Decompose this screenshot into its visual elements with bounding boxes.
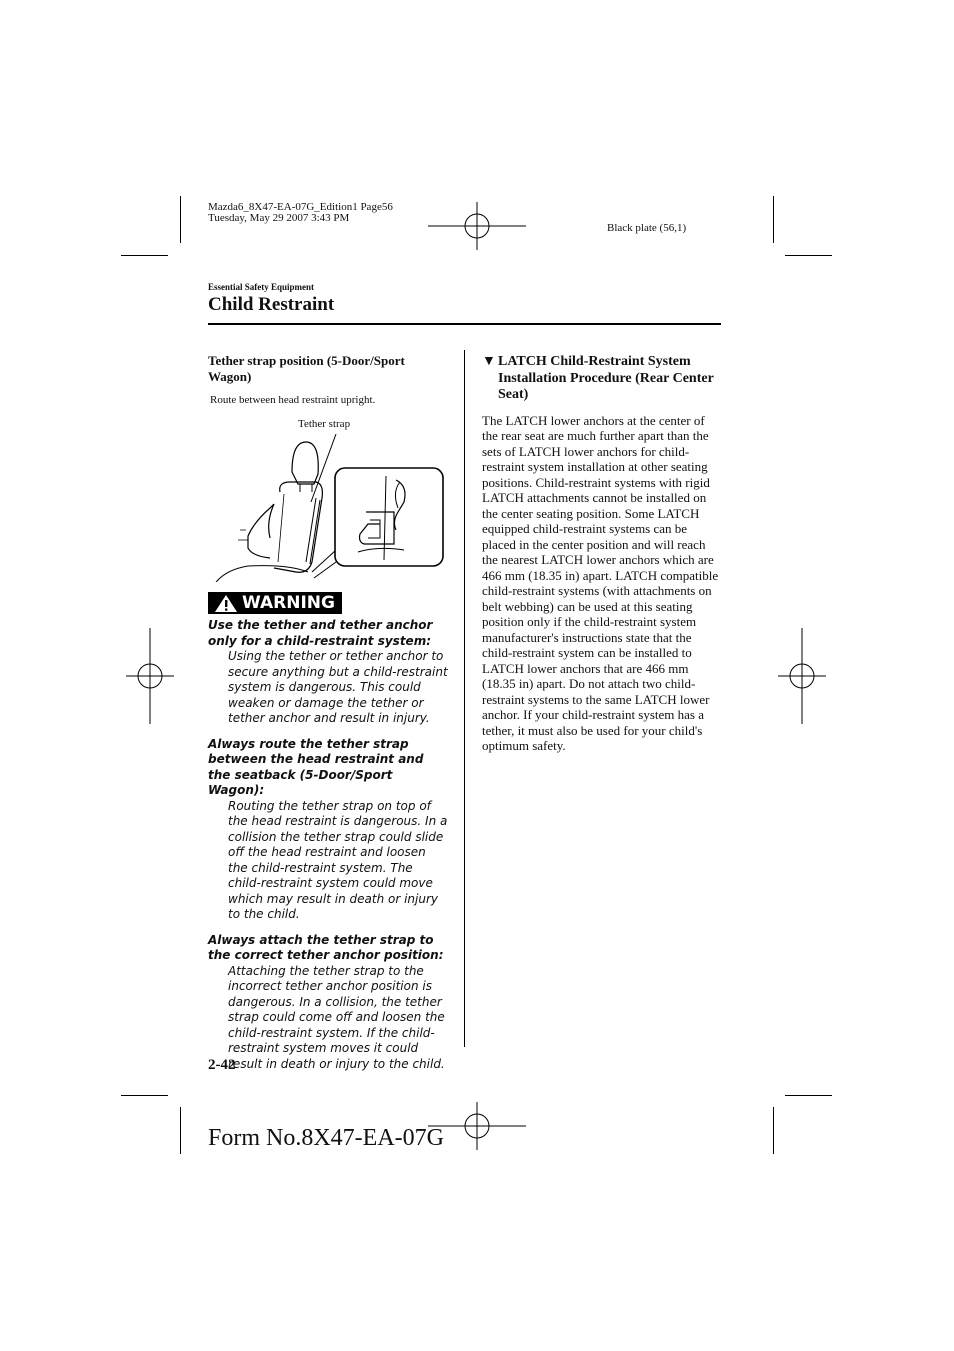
subheading: Tether strap position (5-Door/Sport Wagon) bbox=[208, 353, 405, 384]
crop-mark bbox=[773, 1107, 774, 1154]
warning-heading: Always attach the tether strap to the correct tether anchor position: bbox=[208, 932, 444, 962]
print-meta-line2: Tuesday, May 29 2007 3:43 PM bbox=[208, 212, 350, 224]
page-title: Child Restraint bbox=[208, 294, 335, 315]
crop-mark bbox=[180, 1107, 181, 1154]
warning-heading: Always route the tether strap between the head restraint and the seatback (5-Door/Sport Wagon): bbox=[208, 736, 424, 797]
warning-heading: Use the tether and tether anchor only for a child-restraint system: bbox=[208, 618, 433, 648]
warning-detail: Routing the tether strap on top of the head restraint is dangerous. In a collision the tether strap could slide off the head restraint and loosen the child-restraint system. The child-restraint system could move which may result in death or injury to the child. bbox=[228, 798, 448, 921]
column-divider bbox=[464, 350, 465, 1047]
right-heading-block bbox=[482, 354, 722, 404]
figure-caption: Route between head restraint upright. bbox=[210, 394, 376, 406]
crop-mark bbox=[121, 255, 168, 256]
warning-detail: Attaching the tether strap to the incorrect tether anchor position is dangerous. In a collision, the tether strap could come off and loosen the child-restraint system. If the child-restraint system moves it could result in death or injury to the child. bbox=[228, 963, 445, 1071]
right-column bbox=[482, 354, 722, 754]
triangle-marker-icon: ▼ bbox=[482, 354, 496, 369]
form-number: Form No.8X47-EA-07G bbox=[208, 1125, 444, 1151]
right-heading: LATCH Child-Restraint System Installation Procedure (Rear Center Seat) bbox=[498, 354, 714, 402]
right-body: The LATCH lower anchors at the center of the rear seat are much further apart than the sets of LATCH lower anchors for child-restraint system installation at other seating positions. Child-restraint systems with rigid LATCH attachments cannot be installed on the center seating position. Some LATCH equipped child-restraint systems can be placed in the center position and will reach the nearest LATCH lower anchors which are 466 mm (18.35 in) apart. LATCH compatible child-restraint systems (with attachments on belt webbing) can be used at this seating position only if the child-restraint system manufacturer's instructions state that the child-restraint system can be installed to LATCH lower anchors that are 466 mm (18.35 in) apart. Do not attach two child-restraint systems to the same LATCH lower anchor. If your child-restraint system has a tether, it must also be used for your child's optimum safety. bbox=[482, 412, 719, 753]
crop-mark bbox=[785, 1095, 832, 1096]
warning-triangle-icon bbox=[214, 593, 240, 613]
header-rule bbox=[208, 323, 721, 325]
crop-mark bbox=[785, 255, 832, 256]
warning-item bbox=[208, 737, 448, 923]
print-meta-line1: Mazda6_8X47-EA-07G_Edition1 Page56 bbox=[208, 201, 393, 213]
section-label: Essential Safety Equipment bbox=[208, 282, 315, 292]
page-number: 2-42 bbox=[208, 1057, 236, 1073]
warning-label: WARNING bbox=[242, 593, 335, 613]
warning-banner bbox=[208, 592, 342, 614]
plate-label: Black plate (56,1) bbox=[607, 222, 687, 234]
crop-mark bbox=[180, 196, 181, 243]
seat-illustration bbox=[208, 412, 448, 582]
warning-list bbox=[208, 618, 448, 1072]
registration-mark-left bbox=[126, 628, 174, 724]
figure-label: Tether strap bbox=[298, 418, 351, 430]
crop-mark bbox=[773, 196, 774, 243]
registration-mark-top bbox=[428, 202, 526, 250]
registration-mark-right bbox=[778, 628, 826, 724]
warning-item bbox=[208, 933, 448, 1073]
crop-mark bbox=[121, 1095, 168, 1096]
warning-item bbox=[208, 618, 448, 727]
tether-figure bbox=[208, 412, 448, 582]
left-column bbox=[208, 353, 448, 1082]
warning-detail: Using the tether or tether anchor to secure anything but a child-restraint system is dangerous. This could weaken or damage the tether or tether anchor and result in injury. bbox=[228, 649, 448, 725]
